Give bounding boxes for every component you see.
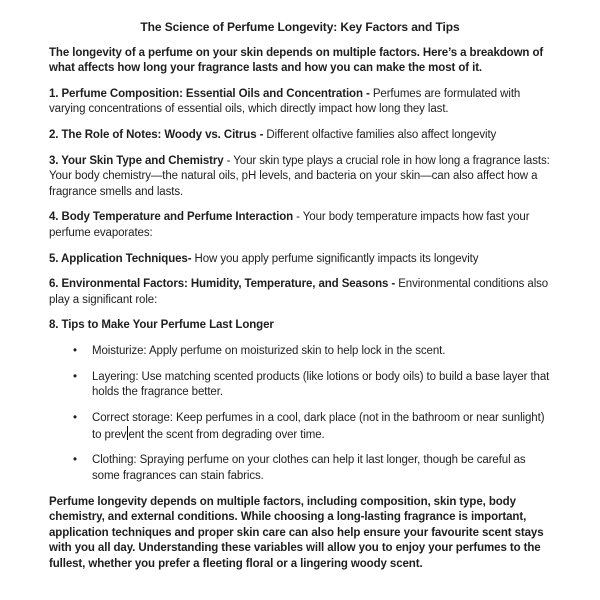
bullet-item-correct-storage[interactable] — [49, 411, 551, 444]
section-4-body: - Your body temperature impacts how fast your perfume evaporates: — [49, 211, 530, 239]
section-paragraph-5[interactable] — [49, 252, 551, 268]
section-5-body: How you apply perfume significantly impacts its longevity — [191, 252, 479, 265]
bullet-text-before-caret: Correct storage: Keep perfumes in a cool, dark place (not in the bathroom or near sunlight) to prev — [92, 411, 545, 441]
bullet-marker-icon: • — [73, 454, 77, 467]
section-1-body: Perfumes are formulated with varying concentrations of essential oils, which directly impact how long they last. — [49, 87, 521, 116]
intro-paragraph[interactable]: The longevity of a perfume on your skin depends on multiple factors. Here’s a breakdown of what affects how long your fragrance lasts and how you can make the most of it. — [49, 46, 544, 75]
section-2-lead: 2. The Role of Notes: Woody vs. Citrus - — [49, 128, 267, 141]
section-paragraph-1[interactable] — [49, 87, 551, 118]
section-6-body: Environmental conditions also play a significant role: — [49, 278, 549, 306]
bullet-item-clothing[interactable] — [49, 453, 551, 484]
section-paragraph-8[interactable] — [49, 318, 551, 334]
section-paragraph-6[interactable] — [49, 277, 551, 308]
bullet-text: Layering: Use matching scented products (like lotions or body oils) to build a base layer that holds the fragrance better. — [92, 370, 550, 399]
section-4-lead: 4. Body Temperature and Perfume Interaction — [49, 211, 294, 224]
section-3-body: - Your skin type plays a crucial role in how long a fragrance lasts: Your body chemistry—the natural oils, pH levels, and bacteria on your skin—can also affect how a fragrance smells and lasts. — [49, 154, 550, 198]
document-title[interactable]: The Science of Perfume Longevity: Key Factors and Tips — [140, 20, 460, 34]
bullet-marker-icon: • — [73, 411, 77, 424]
section-paragraph-4[interactable] — [49, 210, 551, 241]
bullet-text: Clothing: Spraying perfume on your clothes can help it last longer, though be careful as some fragrances can stain fabrics. — [92, 454, 526, 482]
closing-paragraph[interactable]: Perfume longevity depends on multiple factors, including composition, skin type, body chemistry, and external conditions. While choosing a long-lasting fragrance is important, application techniques and proper skin care can also help ensure your favourite scent stays with you all day. Understanding these variables will allow you to enjoy your perfumes to the fullest, whether you prefer a fleeting floral or a lingering woody scent. — [49, 495, 544, 570]
section-5-lead: 5. Application Techniques- — [49, 252, 192, 265]
bullet-text-after-caret: ent the scent from degrading over time. — [128, 428, 325, 441]
bullet-marker-icon: • — [73, 370, 77, 383]
section-paragraph-2[interactable] — [49, 128, 551, 144]
section-8-lead: 8. Tips to Make Your Perfume Last Longer — [49, 319, 274, 332]
bullet-marker-icon: • — [73, 344, 77, 357]
section-6-lead: 6. Environmental Factors: Humidity, Temperature, and Seasons - — [49, 278, 399, 291]
bullet-item-moisturize[interactable] — [49, 344, 551, 360]
bullet-text: Moisturize: Apply perfume on moisturized skin to help lock in the scent. — [92, 344, 446, 357]
bullet-list — [49, 344, 551, 485]
section-1-lead: 1. Perfume Composition: Essential Oils and Concentration - — [49, 87, 373, 100]
section-paragraph-3[interactable] — [49, 154, 551, 201]
bullet-text — [92, 412, 544, 441]
bullet-item-layering[interactable] — [49, 370, 551, 401]
section-3-lead: 3. Your Skin Type and Chemistry — [49, 154, 224, 167]
section-2-body: Different olfactive families also affect longevity — [266, 128, 497, 141]
